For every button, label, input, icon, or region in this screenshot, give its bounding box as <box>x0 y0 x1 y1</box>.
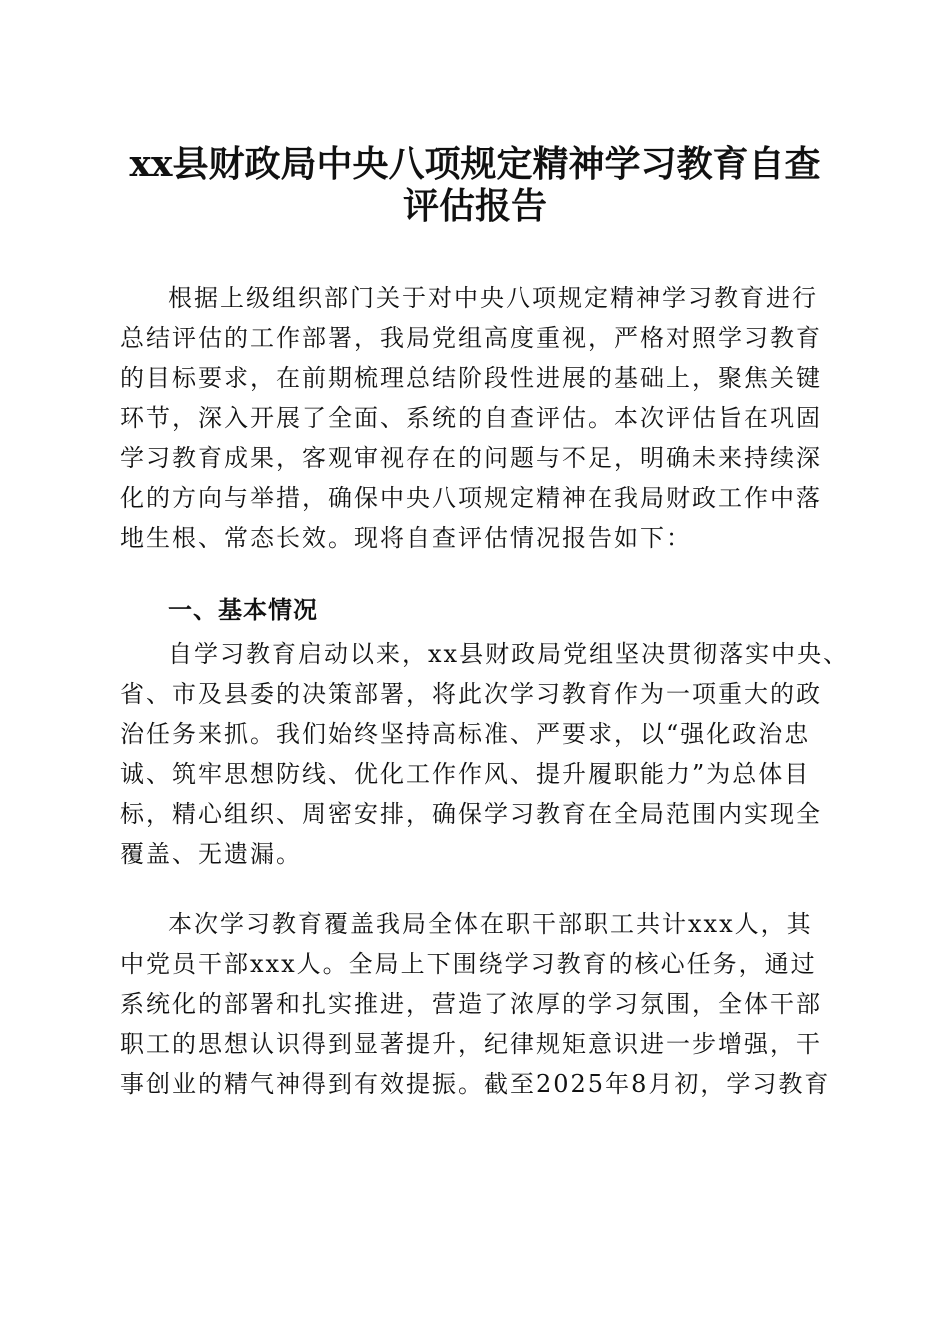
coverage-paragraph <box>120 904 840 1104</box>
paragraph-line: 化的方向与举措，确保中央八项规定精神在我局财政工作中落 <box>120 484 822 512</box>
paragraph-line: 事创业的精气神得到有效提振。截至2025年8月初，学习教育 <box>120 1070 831 1098</box>
section-heading-basic <box>120 590 840 630</box>
paragraph-line: 地生根、常态长效。现将自查评估情况报告如下： <box>120 524 692 552</box>
section-heading: 一、基本情况 <box>168 596 318 624</box>
paragraph-line: 中党员干部xxx人。全局上下围绕学习教育的核心任务，通过 <box>120 950 817 978</box>
paragraph-line: 系统化的部署和扎实推进，营造了浓厚的学习氛围，全体干部 <box>120 990 822 1018</box>
intro-paragraph <box>120 278 840 558</box>
paragraph-line: 省、市及县委的决策部署，将此次学习教育作为一项重大的政 <box>120 680 822 708</box>
document-title-line-2: 评估报告 <box>402 185 547 227</box>
paragraph-line: 标，精心组织、周密安排，确保学习教育在全局范围内实现全 <box>120 800 822 828</box>
document-title-line-1: xx县财政局中央八项规定精神学习教育自查 <box>129 143 821 185</box>
paragraph-line: 职工的思想认识得到显著提升，纪律规矩意识进一步增强，干 <box>120 1030 822 1058</box>
basic-situation-paragraph <box>120 634 850 874</box>
paragraph-line: 诚、筑牢思想防线、优化工作作风、提升履职能力”为总体目 <box>120 760 811 788</box>
paragraph-line: 覆盖、无遗漏。 <box>120 840 302 868</box>
paragraph-line: 学习教育成果，客观审视存在的问题与不足，明确未来持续深 <box>120 444 822 472</box>
paragraph-line: 的目标要求，在前期梳理总结阶段性进展的基础上，聚焦关键 <box>120 364 822 392</box>
paragraph-line: 根据上级组织部门关于对中央八项规定精神学习教育进行 <box>168 284 818 312</box>
paragraph-line: 总结评估的工作部署，我局党组高度重视，严格对照学习教育 <box>120 324 822 352</box>
paragraph-line: 治任务来抓。我们始终坚持高标准、严要求，以“强化政治忠 <box>120 720 811 748</box>
paragraph-line: 自学习教育启动以来，xx县财政局党组坚决贯彻落实中央、 <box>168 640 850 668</box>
paragraph-line: 环节，深入开展了全面、系统的自查评估。本次评估旨在巩固 <box>120 404 822 432</box>
paragraph-line: 本次学习教育覆盖我局全体在职干部职工共计xxx人，其 <box>168 910 813 938</box>
